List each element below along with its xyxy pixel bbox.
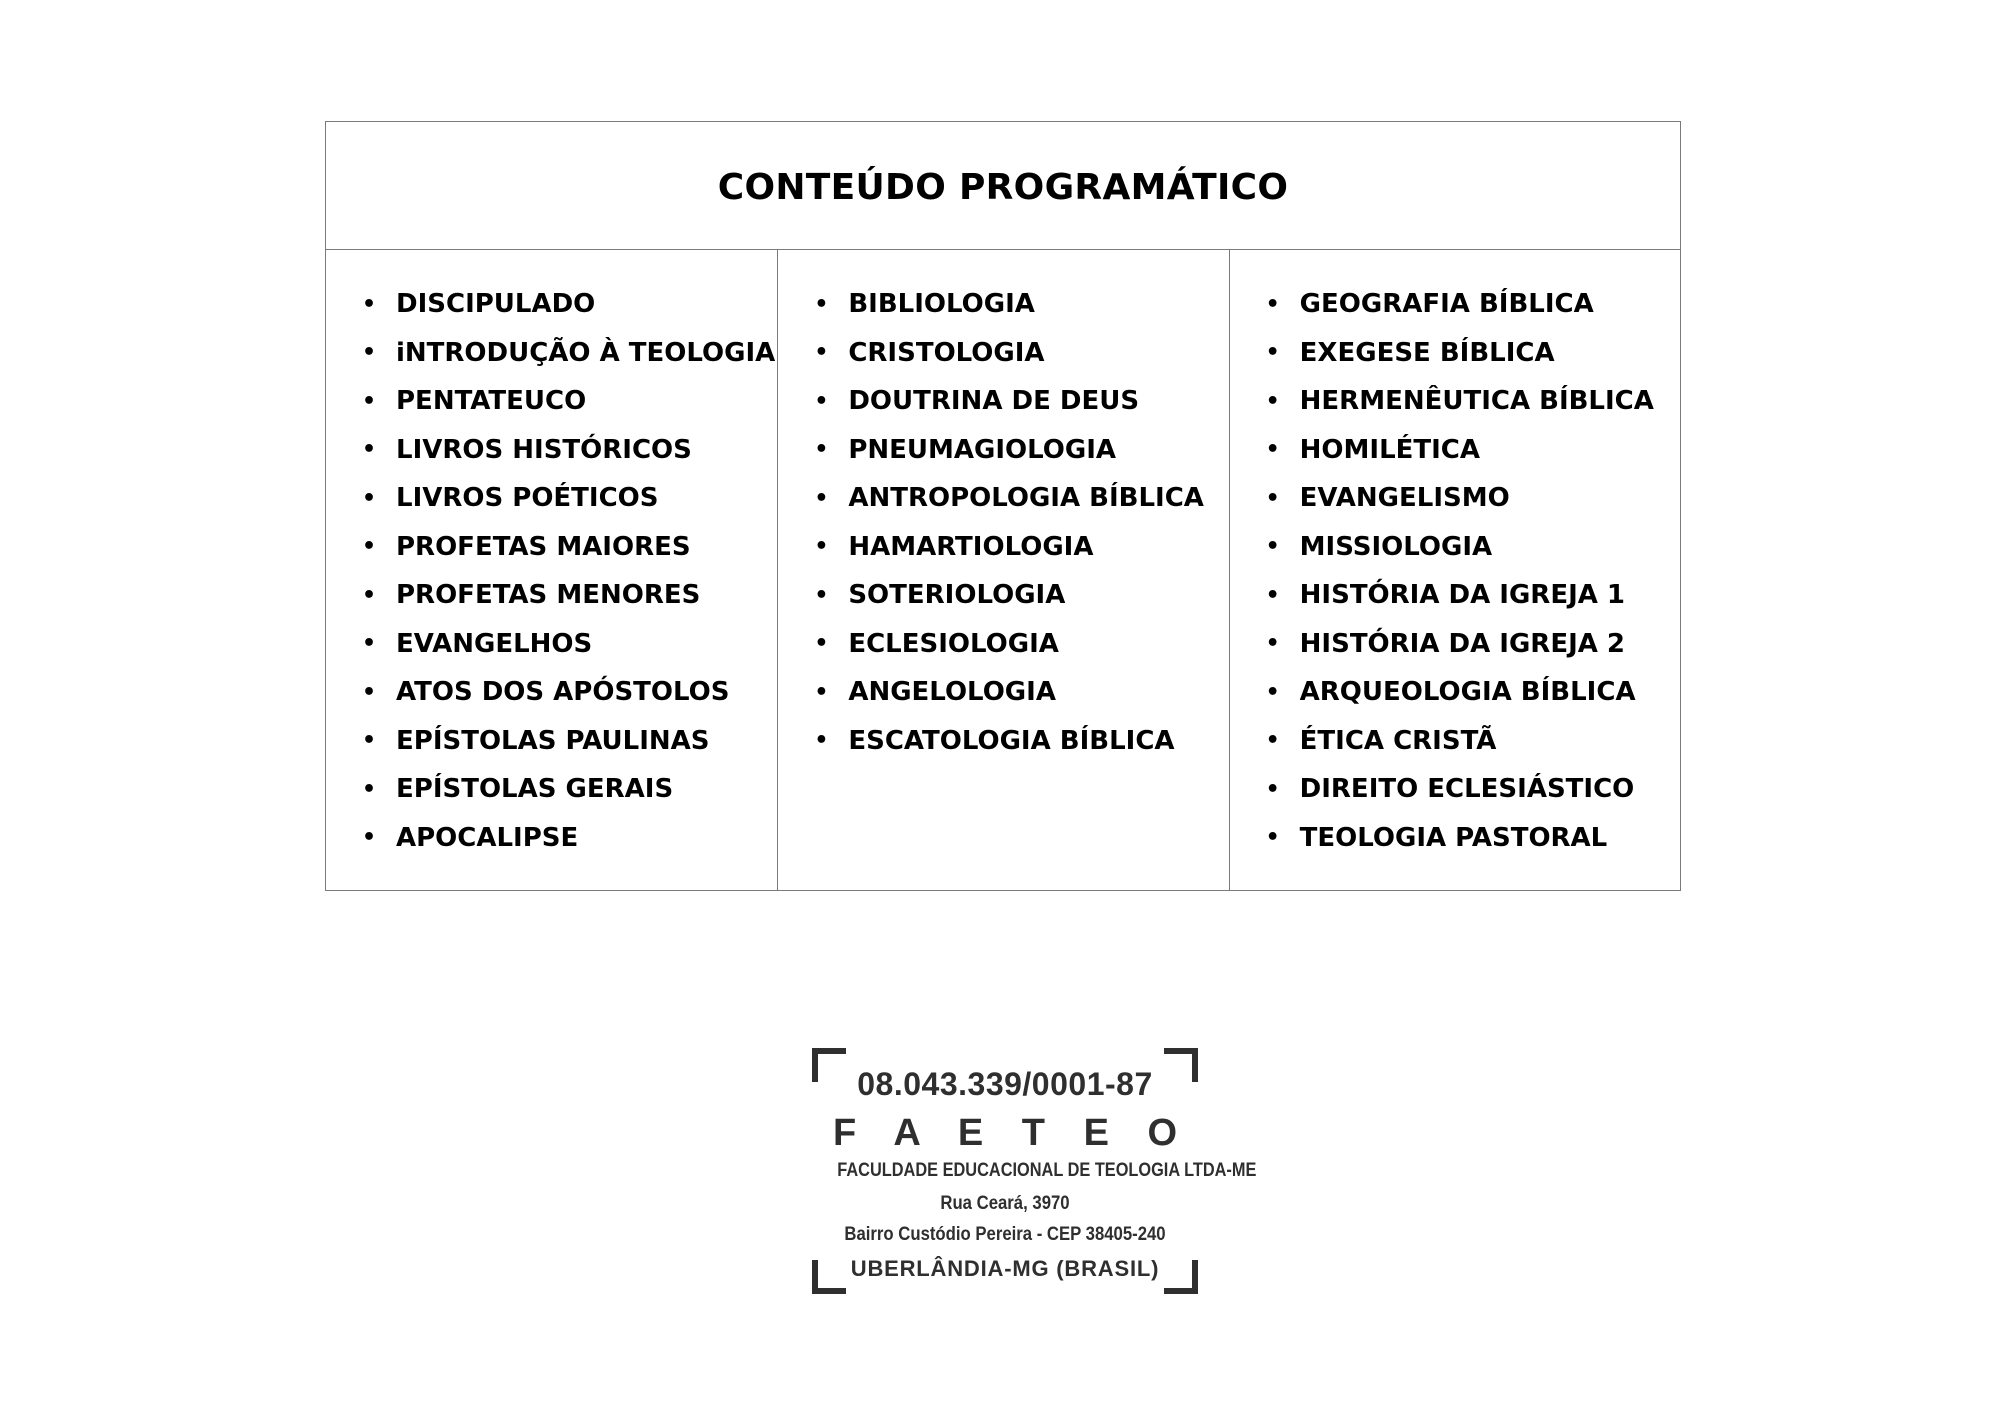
subject-label: HOMILÉTICA xyxy=(1299,434,1481,465)
subject-list xyxy=(1230,280,1680,862)
subject-label: PNEUMAGIOLOGIA xyxy=(848,434,1117,465)
subject-label: ATOS DOS APÓSTOLOS xyxy=(396,677,730,708)
list-item xyxy=(362,765,777,814)
list-item xyxy=(814,426,1228,475)
list-item xyxy=(814,717,1228,766)
list-item xyxy=(362,814,777,863)
list-item xyxy=(1266,377,1680,426)
subject-label: PENTATEUCO xyxy=(396,386,587,417)
list-item xyxy=(362,668,777,717)
stamp-city: UBERLÂNDIA-MG (BRASIL) xyxy=(850,1256,1160,1281)
stamp-cnpj: 08.043.339/0001-87 xyxy=(857,1066,1153,1102)
syllabus-columns xyxy=(326,250,1680,890)
subject-label: EXEGESE BÍBLICA xyxy=(1299,337,1555,368)
subject-list xyxy=(326,280,777,862)
list-item xyxy=(1266,717,1680,766)
list-item xyxy=(814,571,1228,620)
bullet-icon: • xyxy=(814,534,829,560)
bullet-icon: • xyxy=(362,291,377,317)
subject-label: DISCIPULADO xyxy=(396,289,596,320)
bullet-icon: • xyxy=(362,437,377,463)
list-item xyxy=(362,280,777,329)
subject-label: APOCALIPSE xyxy=(396,822,579,853)
bullet-icon: • xyxy=(814,437,829,463)
subject-label: SOTERIOLOGIA xyxy=(848,580,1066,611)
list-item xyxy=(362,717,777,766)
table-header xyxy=(326,122,1680,250)
bullet-icon: • xyxy=(362,631,377,657)
list-item xyxy=(1266,814,1680,863)
bullet-icon: • xyxy=(1265,728,1280,754)
list-item xyxy=(814,280,1228,329)
column-3 xyxy=(1229,250,1680,890)
subject-label: DIREITO ECLESIÁSTICO xyxy=(1299,774,1635,805)
bullet-icon: • xyxy=(362,679,377,705)
list-item xyxy=(362,474,777,523)
subject-list xyxy=(778,280,1228,765)
subject-label: MISSIOLOGIA xyxy=(1299,531,1493,562)
subject-label: ARQUEOLOGIA BÍBLICA xyxy=(1299,677,1636,708)
subject-label: LIVROS HISTÓRICOS xyxy=(396,434,692,465)
list-item xyxy=(814,620,1228,669)
subject-label: TEOLOGIA PASTORAL xyxy=(1299,822,1608,853)
page-title: CONTEÚDO PROGRAMÁTICO xyxy=(717,167,1289,208)
bullet-icon: • xyxy=(362,825,377,851)
column-2 xyxy=(777,250,1228,890)
subject-label: LIVROS POÉTICOS xyxy=(396,483,659,514)
bullet-icon: • xyxy=(362,582,377,608)
bullet-icon: • xyxy=(1265,679,1280,705)
list-item xyxy=(362,329,777,378)
list-item xyxy=(362,571,777,620)
subject-label: DOUTRINA DE DEUS xyxy=(848,386,1140,417)
bullet-icon: • xyxy=(814,631,829,657)
list-item xyxy=(1266,620,1680,669)
list-item xyxy=(1266,523,1680,572)
bullet-icon: • xyxy=(1265,388,1280,414)
bullet-icon: • xyxy=(814,388,829,414)
bullet-icon: • xyxy=(1265,291,1280,317)
list-item xyxy=(814,474,1228,523)
subject-label: GEOGRAFIA BÍBLICA xyxy=(1299,289,1594,320)
bullet-icon: • xyxy=(814,291,829,317)
syllabus-table xyxy=(325,121,1681,891)
list-item xyxy=(814,329,1228,378)
subject-label: EVANGELISMO xyxy=(1299,483,1510,514)
subject-label: EPÍSTOLAS GERAIS xyxy=(396,774,674,805)
subject-label: ECLESIOLOGIA xyxy=(848,628,1059,659)
bullet-icon: • xyxy=(814,340,829,366)
bullet-icon: • xyxy=(1265,485,1280,511)
list-item xyxy=(1266,765,1680,814)
list-item xyxy=(362,426,777,475)
bullet-icon: • xyxy=(362,776,377,802)
list-item xyxy=(1266,571,1680,620)
list-item xyxy=(362,523,777,572)
bullet-icon: • xyxy=(362,388,377,414)
bullet-icon: • xyxy=(362,340,377,366)
bullet-icon: • xyxy=(814,679,829,705)
bullet-icon: • xyxy=(362,534,377,560)
bullet-icon: • xyxy=(814,582,829,608)
bullet-icon: • xyxy=(1265,631,1280,657)
list-item xyxy=(1266,280,1680,329)
list-item xyxy=(362,377,777,426)
bullet-icon: • xyxy=(1265,534,1280,560)
stamp-district-postal: Bairro Custódio Pereira - CEP 38405-240 xyxy=(844,1224,1166,1245)
subject-label: HISTÓRIA DA IGREJA 1 xyxy=(1299,580,1626,611)
stamp-company-name: FACULDADE EDUCACIONAL DE TEOLOGIA LTDA-ME xyxy=(837,1160,1257,1181)
stamp-institution-name: F A E T E O xyxy=(832,1112,1192,1154)
column-1 xyxy=(326,250,777,890)
bullet-icon: • xyxy=(814,728,829,754)
list-item xyxy=(814,668,1228,717)
bullet-icon: • xyxy=(362,728,377,754)
subject-label: PROFETAS MAIORES xyxy=(396,531,691,562)
company-stamp xyxy=(810,1046,1257,1296)
bullet-icon: • xyxy=(1265,582,1280,608)
subject-label: EPÍSTOLAS PAULINAS xyxy=(396,725,710,756)
subject-label: ÉTICA CRISTÃ xyxy=(1299,725,1497,756)
subject-label: CRISTOLOGIA xyxy=(848,337,1045,368)
list-item xyxy=(1266,474,1680,523)
bullet-icon: • xyxy=(362,485,377,511)
bullet-icon: • xyxy=(1265,340,1280,366)
subject-label: PROFETAS MENORES xyxy=(396,580,701,611)
stamp-street-address: Rua Ceará, 3970 xyxy=(940,1193,1070,1214)
list-item xyxy=(1266,668,1680,717)
list-item xyxy=(362,620,777,669)
subject-label: BIBLIOLOGIA xyxy=(848,289,1035,320)
subject-label: iNTRODUÇÃO À TEOLOGIA xyxy=(396,337,776,368)
subject-label: ANTROPOLOGIA BÍBLICA xyxy=(848,483,1204,514)
bullet-icon: • xyxy=(1265,437,1280,463)
subject-label: ANGELOLOGIA xyxy=(848,677,1056,708)
list-item xyxy=(1266,426,1680,475)
list-item xyxy=(814,377,1228,426)
subject-label: HAMARTIOLOGIA xyxy=(848,531,1094,562)
subject-label: HISTÓRIA DA IGREJA 2 xyxy=(1299,628,1626,659)
list-item xyxy=(1266,329,1680,378)
bullet-icon: • xyxy=(1265,776,1280,802)
bullet-icon: • xyxy=(1265,825,1280,851)
list-item xyxy=(814,523,1228,572)
subject-label: ESCATOLOGIA BÍBLICA xyxy=(848,725,1175,756)
bullet-icon: • xyxy=(814,485,829,511)
subject-label: EVANGELHOS xyxy=(396,628,593,659)
subject-label: HERMENÊUTICA BÍBLICA xyxy=(1299,386,1654,417)
